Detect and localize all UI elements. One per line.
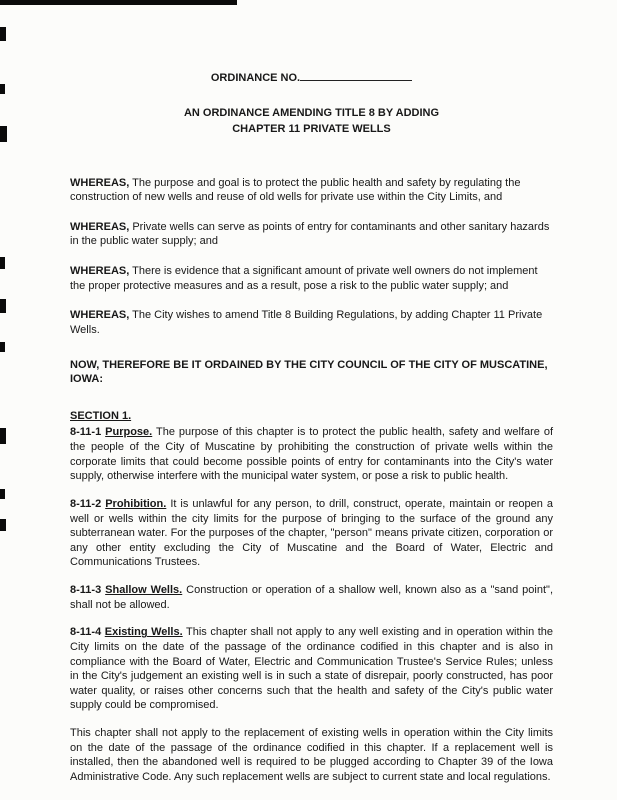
section-paragraph (70, 583, 553, 612)
section-title: Existing Wells. (104, 626, 183, 639)
section-number: 8-11-1 (70, 426, 102, 439)
whereas-paragraph (70, 220, 553, 249)
section-paragraph (70, 425, 553, 484)
scan-artifact (0, 27, 6, 41)
section-paragraph (70, 497, 553, 570)
scan-artifact (0, 489, 5, 499)
section-number: 8-11-4 (70, 626, 102, 639)
section-number: 8-11-2 (70, 497, 102, 510)
whereas-paragraph (70, 176, 553, 205)
section-number: 8-11-3 (70, 584, 102, 596)
whereas-text: The City wishes to amend Title 8 Building Regulations, by adding Chapter 11 Private Wells. (70, 309, 543, 336)
ordinance-number-blank (300, 70, 412, 81)
section-title: Purpose. (105, 426, 153, 439)
section-text: The purpose of this chapter is to protect the public health, safety and welfare of the people of the City of Muscatine by prohibiting the construction of private wells within the corporate limits that could become possible points of entry for contaminants into the City's water supply, otherwise interfere with the municipal water system, or pose a risk to public health. (70, 426, 553, 483)
whereas-lead: WHEREAS, (70, 220, 130, 233)
scan-artifact (0, 428, 6, 444)
scan-artifact (0, 299, 6, 313)
section-text: This chapter shall not apply to any well existing and in operation within the City limits on the date of the passage of the ordinance codified in this chapter and is also in compliance with the Board of Water, Electric and Communication Trustee's Service Rules; unless in the City's judgement an existing well is in such a state of disrepair, poorly constructed, has poor water quality, or raises other concerns such that the health and safety of the City's public water supply could be compromised. (70, 626, 554, 712)
document-content (70, 70, 553, 785)
scan-artifact (0, 0, 237, 5)
document-title-line-1: AN ORDINANCE AMENDING TITLE 8 BY ADDING (183, 106, 440, 119)
document-title-line-2: CHAPTER 11 PRIVATE WELLS (232, 122, 391, 135)
section-text: It is unlawful for any person, to drill, construct, operate, maintain or reopen a well or wells within the city limits for the purpose of bringing to the surface of the ground any subterranean water. For the purposes of the chapter, "person" means private citizen, corporation or any other entity excluding the City of Muscatine and the Board of Water, Electric and Communications Trustees. (70, 497, 553, 569)
scan-artifact (0, 257, 5, 269)
scan-artifact (0, 342, 5, 352)
document-title (70, 106, 553, 138)
scan-artifact (0, 84, 5, 94)
whereas-paragraph (70, 264, 553, 293)
whereas-text: Private wells can serve as points of entry for contaminants and other sanitary hazards in the public water supply; and (70, 220, 550, 248)
scan-artifact (0, 126, 7, 142)
ordinance-number-label: ORDINANCE NO. (210, 72, 301, 84)
ordinance-number-line (70, 70, 553, 86)
whereas-text: There is evidence that a significant amount of private well owners do not implement the proper protective measures and as a result, pose a risk to the public water supply; and (70, 265, 538, 292)
section-heading: SECTION 1. (70, 409, 132, 422)
whereas-lead: WHEREAS, (70, 265, 130, 277)
whereas-lead: WHEREAS, (70, 176, 130, 189)
whereas-lead: WHEREAS, (70, 309, 130, 322)
closing-paragraph: This chapter shall not apply to the replacement of existing wells in operation within the City limits on the date of the passage of the ordinance codified in this chapter. If a replacement well is installed, then the abandoned well is required to be plugged according to Chapter 39 of the Iowa Administrative Code. Any such replacement wells are subject to current state and local regulations. (70, 727, 553, 783)
whereas-text: The purpose and goal is to protect the public health and safety by regulating the construction of new wells and reuse of old wells for private use within the City Limits, and (70, 176, 521, 204)
scan-artifact (0, 519, 6, 531)
section-text: Construction or operation of a shallow well, known also as a "sand point", shall not be allowed. (70, 584, 553, 611)
ordained-clause: NOW, THEREFORE BE IT ORDAINED BY THE CITY COUNCIL OF THE CITY OF MUSCATINE, IOWA: (70, 358, 548, 386)
whereas-paragraph (70, 308, 553, 337)
section-title: Prohibition. (105, 497, 167, 510)
section-title: Shallow Wells. (105, 584, 183, 596)
section-paragraph (70, 625, 553, 713)
